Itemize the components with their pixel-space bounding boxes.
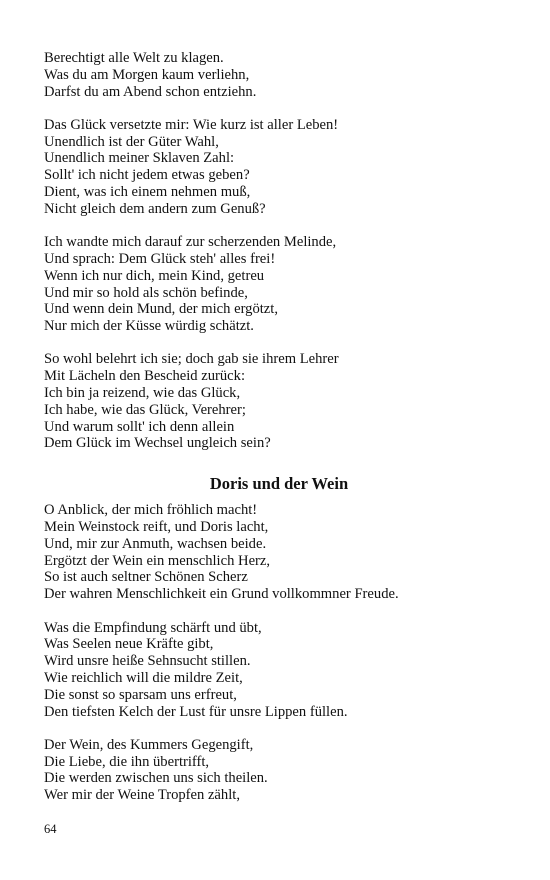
- verse-line: Den tiefsten Kelch der Lust für unsre Lippen füllen.: [44, 703, 348, 720]
- stanza: [44, 502, 514, 603]
- poem-continuation: [44, 50, 514, 452]
- verse-line: Die sonst so sparsam uns erfreut,: [44, 686, 237, 703]
- stanza: [44, 117, 514, 218]
- verse-line: Der Wein, des Kummers Gegengift,: [44, 736, 254, 753]
- verse-line: Nicht gleich dem andern zum Genuß?: [44, 200, 266, 217]
- verse-line: Und wenn dein Mund, der mich ergötzt,: [44, 301, 278, 318]
- stanza: [44, 234, 514, 335]
- verse-line: Ergötzt der Wein ein menschlich Herz,: [44, 552, 271, 569]
- verse-line: Die Liebe, die ihn übertrifft,: [44, 753, 210, 770]
- verse-line: Dem Glück im Wechsel ungleich sein?: [44, 435, 271, 452]
- verse-line: Der wahren Menschlichkeit ein Grund vollkommner Freude.: [44, 586, 399, 603]
- verse-line: Was Seelen neue Kräfte gibt,: [44, 636, 214, 653]
- stanza: [44, 351, 514, 452]
- verse-line: O Anblick, der mich fröhlich macht!: [44, 502, 258, 519]
- verse-line: Darfst du am Abend schon entziehn.: [44, 83, 257, 100]
- verse-line: Unendlich meiner Sklaven Zahl:: [44, 150, 235, 167]
- verse-line: Berechtigt alle Welt zu klagen.: [44, 50, 224, 66]
- verse-line: Mit Lächeln den Bescheid zurück:: [44, 368, 245, 385]
- verse-line: Das Glück versetzte mir: Wie kurz ist aller Leben!: [44, 116, 339, 133]
- verse-line: Mein Weinstock reift, und Doris lacht,: [44, 519, 269, 536]
- verse-line: Und, mir zur Anmuth, wachsen beide.: [44, 535, 267, 552]
- verse-line: Ich bin ja reizend, wie das Glück,: [44, 385, 241, 402]
- verse-line: Unendlich ist der Güter Wahl,: [44, 133, 219, 150]
- verse-line: Was du am Morgen kaum verliehn,: [44, 66, 250, 83]
- verse-line: Und sprach: Dem Glück steh' alles frei!: [44, 250, 276, 267]
- verse-line: Dient, was ich einem nehmen muß,: [44, 184, 251, 201]
- verse-line: Wie reichlich will die mildre Zeit,: [44, 669, 243, 686]
- verse-line: Wird unsre heiße Sehnsucht stillen.: [44, 653, 251, 670]
- verse-line: Wenn ich nur dich, mein Kind, getreu: [44, 267, 265, 284]
- page-body: [44, 50, 514, 820]
- stanza: [44, 50, 514, 100]
- verse-line: So ist auch seltner Schönen Scherz: [44, 569, 248, 586]
- page-number: 64: [44, 822, 57, 836]
- verse-line: Sollt' ich nicht jedem etwas geben?: [44, 167, 250, 184]
- stanza: [44, 620, 514, 721]
- verse-line: Ich habe, wie das Glück, Verehrer;: [44, 401, 246, 418]
- stanza: [44, 737, 514, 804]
- verse-line: Und warum sollt' ich denn allein: [44, 418, 235, 435]
- verse-line: Was die Empfindung schärft und übt,: [44, 619, 262, 636]
- poem-doris-und-der-wein: [44, 502, 514, 804]
- verse-line: Wer mir der Weine Tropfen zählt,: [44, 787, 240, 804]
- poem-title: Doris und der Wein: [209, 474, 349, 494]
- verse-line: Nur mich der Küsse würdig schätzt.: [44, 318, 254, 335]
- verse-line: Die werden zwischen uns sich theilen.: [44, 770, 268, 787]
- verse-line: So wohl belehrt ich sie; doch gab sie ihrem Lehrer: [44, 351, 339, 368]
- verse-line: Ich wandte mich darauf zur scherzenden Melinde,: [44, 234, 337, 251]
- verse-line: Und mir so hold als schön befinde,: [44, 284, 248, 301]
